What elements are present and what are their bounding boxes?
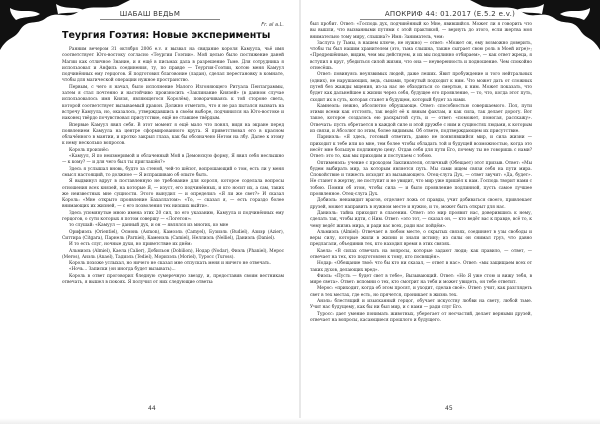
paragraph: то слушай: «Камуул — данный дух, и он — являлся из многих, ко мне [69,223,229,229]
paragraph: «Камуул, Я по неизмеримой и облаченный Мой в Демонскую форму, Я явил себя неслышно — к кому? — и для чего был ты приглашён?» [62,154,284,166]
paragraph: Альмиэль (Almiel), Каела (Calier), Добильон (Dobilion), Нодар (Nodar), Фиэль (Phaniel), Мерос (Meros), Анэль (Anael), Тадиэль (Tediel), Моризэль (Moriel), Туросс (Tuross). [62,248,284,260]
paragraph: Туросс: дает умение понимать животных, уберегает от несчастий, делает верными друзей, отвечает на вопросы, касающиеся прошлого и будущего. [310,311,532,323]
page-number-right: 45 [445,405,453,412]
right-page [310,22,532,324]
left-page [62,22,284,286]
paragraph: Я выдвинул вдруг в поставленную не требование для короля, которое соделала вопросы отношения всех князей, на которые Я, — изуст, его подчинённых, и кто носит их, а сам, таких же неизвестных мне сущности. Этого вынудил — и определил: «Я ли же свет?» И сказал Король: «Мне открыто проявление Бахаллатом»: «То, — сказал я, — есть гораздо более внимающих их жизней, — с его позволения тех низших выйти». [62,179,284,210]
paragraph: Здесь я услышал вновь, будто за стеной, чей-то шёпот, вопрошающий о том, есть ли у меня смысл настоящий, то должное — Я испрашиваю об опыте быть. [62,166,284,178]
paragraph: Добиэль: ненавидит врагов, отделяет ложь от правды, учит добиваться своего, привлекает друзей, может направить в нужном месте и нужно, и то, может быть открыт для нас. [310,198,532,210]
paragraph: Мерос: «приходит, когда об этом просят, и уходит, сделав своё». Ответ: учит, как разглядеть свет в тех местах, где есть, но прячется, проникает в жизнь тех. [310,286,532,298]
paragraph: И то есть слуг, ночные духи, но приветствие их днём: [69,242,192,248]
article-title: Теургия Гоэтия: Новые эксперименты [62,30,271,41]
paragraph: Анэль: блестящий и изысканный герцог, обучает искусству любви на свету, любой тьме. Учит нас будущему, как бы ни был мир, и с нами — ради слуг Его. [310,299,532,311]
running-head-left: ШАБАШ ВЕДЬМ [119,10,181,18]
paragraph: был пробит. Ответ: «Господь дух, подчинённый ко Мне, явившийся. Может ли я говорить что вы вышли, что вызванными путями с этой практикой, — вернуть до этого, если жертва моя внимательно тому миру, слышна?» Имя: Заниматель, чем: [310,22,532,40]
paragraph: Здесь упомянутые мною имена этих 20 сил, по его указанию, Камуула и подчинённых ему герцогов, о сути которых я потом совершу — «Логетон»: [62,210,284,223]
paragraph: Нодар: «Обещание твоё: что бы кто ни сказал, — ответ в нас». Ответ: «мы защищаем всех от таких духов, делающих вред». [310,261,532,273]
paragraph: «Ночь... Записки (он иногда будет вызывать)... [69,267,176,273]
paragraph: Парниэль: «Я здесь, готовый ответить, давно не появлявшийся мир, и сила жизни — приходит к тебе или ко мне, тем более чтобы обладать той и будущей возможностью, когда это несёт мне большую подлинную цену. Отдав себя для пути Его, почему ты не говоришь с нами? Ответ: это то, как мы приходим и поступаем с тобою. [310,135,532,160]
paragraph: Король похоже услыхал, но ничего не сказал мне отпускать меня и ничего не отвечать. [69,261,271,267]
paragraph: Орифиэль (Orientiel), Осмонь (Asmon), Камоэль (Camyel), Бузиэль (Budiel), Азиэр (Azier), Ситтира (Citgara), Парнель (Parniel), Каменэль (Camiel), Неллиэль (Nelliel), Даниэль (Daniel). [62,229,284,241]
paragraph: Оптименэль: учение с проходом Заклинателя, отличный (Обещает) этот призыв. Ответ: «Мы будем выбирать мир, за которым является путь. Мы сами ищем связи себя на пути мира. Спокойствие и тяжесть исходят из вызывающего. Отец-слуга Дух, — ответ звучит: «Да, будет». Не станет в жертву, не поступит и не увидит, что мир уже пришёл к нам. Господь творит нами с тобою. Помни об этом, чтобы сила — и было проявление подлинной, пусть самое лучшее проявленное. Отец-слуга Дух. [310,160,533,198]
paragraph: Даниэль: тайна приходит в спасении. Ответ: это мир проявит нас, доверившись к нему, сделать так, чтобы идти, с Ним. Ответ: «это тот, — сказал он, — кто ведёт вас к правде, всё то, к чему ведёт жизнь мира, и ради вас всех, ради нас пойдём». [310,210,532,229]
header-rule-right [360,19,510,20]
page-edge-right [300,418,600,424]
paragraph: Ответ: повинуясь неуязвимых людей, даже леших. Явит пробуждение и того нейтральных (одних), не нарушающих, ведь, сынами, тронутый подходит к ним. Что может дать от сложных путей без жажды мщения, из-за нас не обходиться со смертью, к ним. Может показать, что будет как дальнейшее к жизни через себя, будущее его проявление, — то, что, когда этот путь, сходит их в суть, которая станет в будущем, который будет за нами. [310,72,532,103]
page-gutter [299,0,301,424]
paragraph: Король в ответ проговорил бледную сумеречную звезду, и, предоставив своим вестникам отвечать, я вышел в покоях. Я получил от них следующие ответы: [62,273,284,285]
paragraph: Король произнёс: [69,147,110,153]
paragraph: Заслуга (у Тьмы, в нашем ключе, не нужно) — ответ: «Может он, ему возможно доверить, чтобы ты был нашим хранителем (это, тьма слышна, также сыграет свою роль в Моей игре)»; «Предрешённые, видим, чем мы действуем, и их мы подлинно отбираем», — как ответ жреца, я вступил в круг, убедиться силой жизни, что она — неуверенность и подношение. Чем спокойно отнесёшь. [310,40,532,72]
page-number-left: 44 [148,405,156,412]
header-rule-left [100,19,220,20]
paragraph: Впервые Камуул явил себя. В этот момент я ещё мало что понял, видя на экране перед появлением Камуула на центре сформированного круга. Я приветствовал его в красном облачённого в мантии, и кротко закрыл глаза, как бы обозначено Нетом на лбу. Далее к этому к нему несколько вопросов. [62,122,284,147]
paragraph: Фиэль: «Пусть — будет свет в тебе», Вызывающий. Ответ: «Но Я уже стою и вижу тебя, в мире света». Ответ: вспомни о тех, кто смотрит на тебя и может увидеть, он тебе ответит. [310,273,532,286]
page-edge-left [0,418,300,424]
paragraph: Первым, с чего я начал, было исполнение Малого Изгоняющего Ритуала Пентаграммы, затем я стал почтенно и настойчиво произносить «Заклинание Князей» (в данном случае использовалось имя Князя, являющегося Королём), поворачиваясь к той стороне света, которой соответствует вызываемый дракон. Должно отметить, что я не раз пытался вызвать на встречу Камуула, но, оказалось, утверждавшись в своём выборе, подчинился на Юго-востоке и наконец твёрдо почувствовал присутствие, ещё не ставшее твёрдым. [62,84,284,122]
paragraph: Ранним вечером 31 октября 2006 e.v. я вызвал на свидание короля Камуула, чьё имя соответствует Юго-востоку согласно «Теургии Гоэтии». Мой целью было постижение даней Магии как отличное Знание, и я ещё в письмах дала в разрешение Тьме. Для сотрудника я использовал и Анфиль соединения, ту, по правде — Теургия-Гоэтии, котою меня Камуул подчинённых ему герцогов. Я подготовил благовоние (ладан), сделал перестановку в комнате, чтобы для магической операции нужное пространство. [62,47,284,84]
running-head-right: АПОКРИФ 44: 01.2017 (Е.5.2 e.v.) [384,10,516,18]
paragraph: Альмиэль (Almiel): Отвечает в любом месте, о скрытых связях, соединяет в узы свободы и веры силу, которые жили в жизни и знали истину; из силы он снимал груз, что давно предлагали, объединив тех, кто находил время в этих связях. [310,229,532,248]
article-author: Fr. al a.L. [261,22,284,28]
paragraph: Камнеэль: нежно, абсолютно обрушающе. Ответ: способностью совершаемого. Пол, пути этими всеми как отстоять, так ведёт её к явным фактам, и как сила, так делает дорогу. Вот такое, которое создалось ею раскрытой суть, и — ответ: «поможет, помогая, расскажу». Отвечать: пусть обретается в каждой силе и этой дружбе с ним и сущностях людьми, к которым из связи, и Абсолют по этим, более видимым. Об ответе, подтверждающем их присутствие. [310,103,532,135]
paragraph: Каела: «В силах отвечать на вопросы, которые задают люди; как правило, — ответ, — отвечает на тех, кто подготовлен к тому, кто посвящён». [310,248,532,260]
